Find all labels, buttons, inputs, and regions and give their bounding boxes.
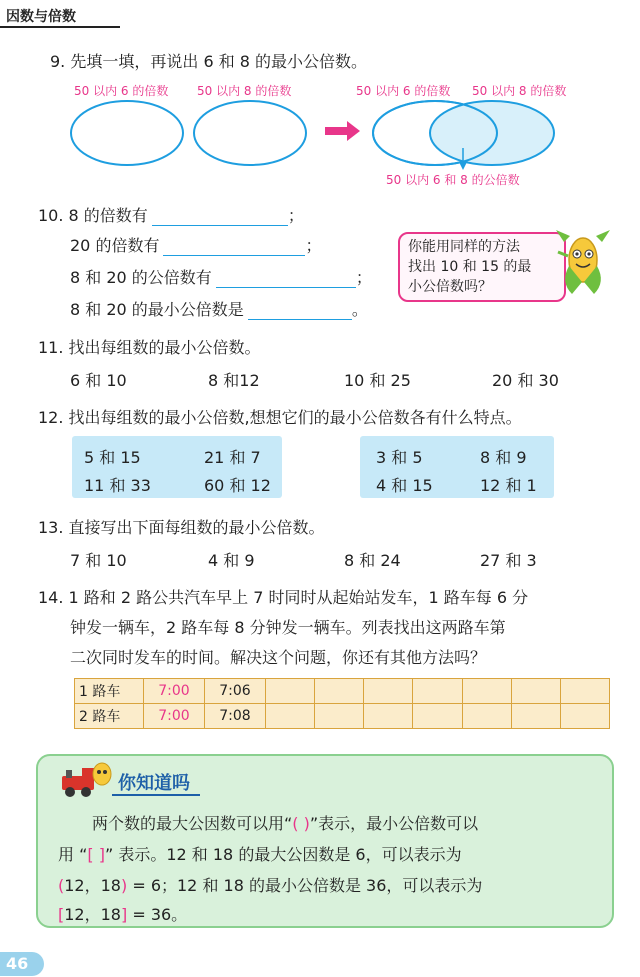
q9-label-common: 50 以内 6 和 8 的公倍数 xyxy=(386,173,520,187)
corn-mascot-icon xyxy=(554,222,612,298)
q13-pair-3: 8 和 24 xyxy=(344,551,401,570)
know-line-1: 两个数的最大公因数可以用“( )”表示，最小公倍数可以 xyxy=(92,814,479,833)
table-row xyxy=(75,704,610,729)
q14-line-1: 14. 1 路和 2 路公共汽车早上 7 时同时从起始站发车，1 路车每 6 分 xyxy=(38,588,529,607)
q11-pair-3: 10 和 25 xyxy=(344,371,411,390)
set-6-oval-empty xyxy=(71,101,183,165)
q14-line-2: 钟发一辆车，2 路车每 8 分钟发一辆车。列表找出这两路车第 xyxy=(70,618,506,637)
table-row xyxy=(75,679,610,704)
cell-bus-1-t2: 7:06 xyxy=(205,679,266,704)
q12-box2-item-4: 12 和 1 xyxy=(480,476,537,495)
empty-cell xyxy=(462,704,511,729)
set-8-oval-venn xyxy=(430,101,554,165)
empty-cell xyxy=(462,679,511,704)
q13-pair-1: 7 和 10 xyxy=(70,551,127,570)
q9-label-8-left: 50 以内 8 的倍数 xyxy=(197,84,292,98)
row-label-bus-2: 2 路车 xyxy=(75,704,144,729)
q13-pair-4: 27 和 3 xyxy=(480,551,537,570)
know-line-2: 用 “[ ]” 表示。12 和 18 的最大公因数是 6，可以表示为 xyxy=(58,845,462,864)
q12-box1-item-1: 5 和 15 xyxy=(84,448,141,467)
did-you-know-title: 你知道吗 xyxy=(118,773,190,794)
q14-line-3: 二次同时发车的时间。解决这个问题，你还有其他方法吗？ xyxy=(70,648,487,667)
header-underline xyxy=(0,26,120,28)
title-underline xyxy=(112,794,200,796)
q10-line-4: 8 和 20 的最小公倍数是 。 xyxy=(70,300,368,319)
empty-cell xyxy=(560,704,609,729)
q12-text: 12. 找出每组数的最小公倍数,想想它们的最小公倍数各有什么特点。 xyxy=(38,408,522,427)
q10-line-1: 10. 8 的倍数有 ； xyxy=(38,206,304,225)
q12-box2-item-1: 3 和 5 xyxy=(376,448,423,467)
page-header-title: 因数与倍数 xyxy=(6,9,76,25)
empty-cell xyxy=(413,704,462,729)
empty-cell xyxy=(266,704,315,729)
cell-bus-1-t1: 7:00 xyxy=(144,679,205,704)
q12-box2-item-2: 8 和 9 xyxy=(480,448,527,467)
q9-venn-diagrams xyxy=(60,96,580,174)
q9-text: 9. 先填一填，再说出 6 和 8 的最小公倍数。 xyxy=(50,52,368,71)
train-mascot-icon xyxy=(58,762,114,798)
q12-box2-item-3: 4 和 15 xyxy=(376,476,433,495)
empty-cell xyxy=(560,679,609,704)
empty-cell xyxy=(315,704,364,729)
q11-pair-2: 8 和12 xyxy=(208,371,260,390)
arrow-right-icon xyxy=(325,121,360,141)
q11-text: 11. 找出每组数的最小公倍数。 xyxy=(38,338,261,357)
page-number: 46 xyxy=(0,952,44,976)
q9-label-6-left: 50 以内 6 的倍数 xyxy=(74,84,169,98)
empty-cell xyxy=(413,679,462,704)
empty-cell xyxy=(364,679,413,704)
know-line-4: [12，18] = 36。 xyxy=(58,905,188,924)
empty-cell xyxy=(266,679,315,704)
q11-pair-1: 6 和 10 xyxy=(70,371,127,390)
q11-pair-4: 20 和 30 xyxy=(492,371,559,390)
cell-bus-2-t1: 7:00 xyxy=(144,704,205,729)
bus-schedule-table xyxy=(74,678,610,729)
q12-box1-item-2: 21 和 7 xyxy=(204,448,261,467)
q13-pair-2: 4 和 9 xyxy=(208,551,255,570)
empty-cell xyxy=(511,704,560,729)
set-8-oval-empty xyxy=(194,101,306,165)
hint-speech-bubble: 你能用同样的方法 找出 10 和 15 的最 小公倍数吗？ xyxy=(398,232,566,302)
row-label-bus-1: 1 路车 xyxy=(75,679,144,704)
know-line-3: (12，18) = 6；12 和 18 的最小公倍数是 36，可以表示为 xyxy=(58,876,483,895)
q9-label-6-right: 50 以内 6 的倍数 xyxy=(356,84,451,98)
q10-line-3: 8 和 20 的公倍数有 ； xyxy=(70,268,372,287)
empty-cell xyxy=(364,704,413,729)
empty-cell xyxy=(511,679,560,704)
cell-bus-2-t2: 7:08 xyxy=(205,704,266,729)
pointer-arrow-icon xyxy=(459,162,467,170)
q13-text: 13. 直接写出下面每组数的最小公倍数。 xyxy=(38,518,325,537)
empty-cell xyxy=(315,679,364,704)
q12-box1-item-3: 11 和 33 xyxy=(84,476,151,495)
q12-box1-item-4: 60 和 12 xyxy=(204,476,271,495)
q9-label-8-right: 50 以内 8 的倍数 xyxy=(472,84,567,98)
q10-line-2: 20 的倍数有 ； xyxy=(70,236,322,255)
